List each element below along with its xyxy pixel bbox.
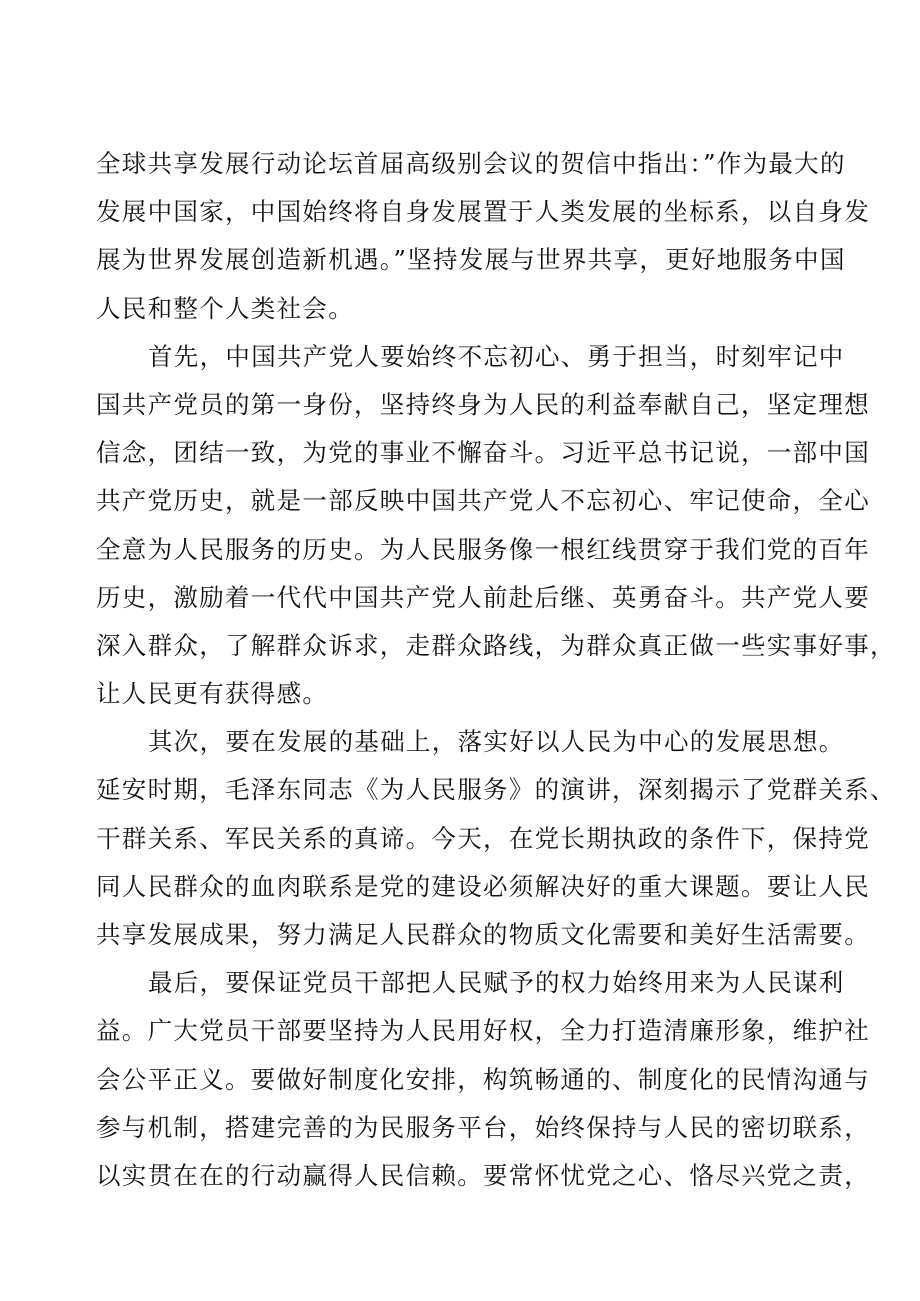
paragraph-first-line: 其次，要在发展的基础上，落实好以人民为中心的发展思想。 [148,727,845,757]
text-line: 参与机制，搭建完善的为民服务平台，始终保持与人民的密切联系， [96,1112,870,1142]
body-text [96,140,896,1200]
text-line: 让人民更有获得感。 [96,679,329,709]
text-line: 国共产党员的第一身份，坚持终身为人民的利益奉献自己，坚定理想 [96,389,870,419]
paragraph-first-line: 最后，要保证党员干部把人民赋予的权力始终用来为人民谋利 [148,968,845,998]
text-line: 同人民群众的血肉联系是党的建设必须解决好的重大课题。要让人民 [96,871,870,901]
text-line: 延安时期，毛泽东同志《为人民服务》的演讲，深刻揭示了党群关系、 [96,775,896,805]
text-line: 历史，激励着一代代中国共产党人前赴后继、英勇奋斗。共产党人要 [96,582,870,612]
text-line: 发展中国家，中国始终将自身发展置于人类发展的坐标系，以自身发 [96,197,870,227]
text-line: 人民和整个人类社会。 [96,293,354,323]
text-line: 以实贯在在的行动赢得人民信赖。要常怀忧党之心、恪尽兴党之责， [96,1160,870,1190]
text-line: 深入群众，了解群众诉求，走群众路线，为群众真正做一些实事好事， [96,630,896,660]
text-line: 益。广大党员干部要坚持为人民用好权，全力打造清廉形象，维护社 [96,1016,870,1046]
text-line: 信念，团结一致，为党的事业不懈奋斗。习近平总书记说，一部中国 [96,438,870,468]
text-line: 共产党历史，就是一部反映中国共产党人不忘初心、牢记使命，全心 [96,486,870,516]
text-line: 全球共享发展行动论坛首届高级别会议的贺信中指出：”作为最大的 [96,149,846,178]
text-line: 共享发展成果，努力满足人民群众的物质文化需要和美好生活需要。 [96,920,870,949]
text-line: 干群关系、军民关系的真谛。今天，在党长期执政的条件下，保持党 [96,823,870,853]
paragraph-first-line: 首先，中国共产党人要始终不忘初心、勇于担当，时刻牢记中 [148,341,845,371]
text-line: 展为世界发展创造新机遇。”坚持发展与世界共享，更好地服务中国 [96,245,846,275]
text-line: 会公平正义。要做好制度化安排，构筑畅通的、制度化的民情沟通与 [96,1064,870,1094]
text-line: 全意为人民服务的历史。为人民服务像一根红线贯穿于我们党的百年 [96,534,870,564]
